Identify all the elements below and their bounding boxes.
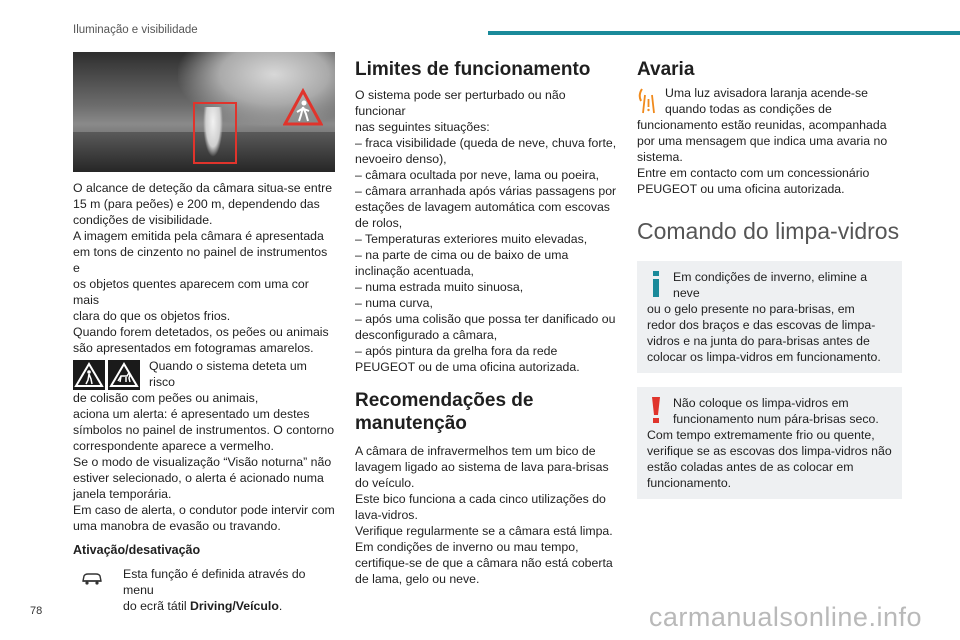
- orange-warning-light-icon: [637, 85, 659, 117]
- night-vision-image: [73, 52, 335, 172]
- info-note: Em condições de inverno, elimine a neve ou o gelo presente no para-brisas, em redor dos braços e das escovas de limpa- vidros e na junta do para-brisas antes de colocar os limpa-vidros em funcionamento.: [637, 261, 902, 373]
- wiper-heading: Comando do limpa-vidros: [637, 218, 900, 244]
- limits-heading: Limites de funcionamento: [355, 59, 591, 80]
- alert-paragraph: Quando o sistema deteta um risco de colisão com peões ou animais, aciona um alerta: é apresentado um destes símbolos no painel de instrumentos. O contorno correspondente aparece a vermelho. Se o modo de visualização “Visão noturna” não estiver selecionado, o alerta é acionado numa janela temporária. Em caso de alerta, o condutor pode intervir com uma manobra de evasão ou travando.: [73, 359, 335, 533]
- watermark: carmanualsonline.info: [648, 602, 922, 632]
- column-3: [637, 52, 902, 499]
- maintenance-paragraph: A câmara de infravermelhos tem um bico de lavagem ligado ao sistema de lava para-brisas do veículo. Este bico funciona a cada cinco utilizações do lava-vidros. Verifique regularmente se a câmara está limpa. Em condições de inverno ou mau tempo, certifique-se de que a câmara não está coberta de lama, gelo ou neve.: [355, 444, 613, 586]
- fault-paragraph: Uma luz avisadora laranja acende-se quando todas as condições de funcionamento estão reunidas, acompanhada por uma mensagem que indica uma avaria no sistema. Entre em contacto com um concessionário PEUGEOT ou uma oficina autorizada.: [637, 86, 888, 196]
- maintenance-heading: Recomendações de manutenção: [355, 390, 534, 434]
- column-2: [355, 52, 617, 587]
- page-number: 78: [30, 605, 43, 617]
- pedestrian-warning-icon: [283, 88, 323, 128]
- info-icon: [647, 269, 665, 299]
- exclamation-icon: [647, 395, 665, 425]
- car-menu-icon: [81, 570, 103, 586]
- menu-name: Driving/Veículo: [190, 599, 279, 613]
- activation-heading: Ativação/desativação: [73, 543, 201, 557]
- activation-paragraph: Esta função é definida através do menu do ecrã tátil Driving/Veículo.: [73, 566, 335, 614]
- column-1: [73, 52, 335, 614]
- limits-paragraph: O sistema pode ser perturbado ou não funcionar nas seguintes situações: – fraca visibilidade (queda de neve, chuva forte, nevoeiro denso), – câmara ocultada por neve, lama ou poeira, – câmara arranhada após várias passagens por estações de lavagem automática com escovas de rolos, – Temperaturas exteriores muito elevadas, – na parte de cima ou de baixo de uma inclinação acentuada, – numa estrada muito sinuosa, – numa curva, – após uma colisão que possa ter danificado ou desconfigurado a câmara, – após pintura da grelha fora da rede PEUGEOT ou de uma oficina autorizada.: [355, 88, 617, 374]
- detection-frame: [193, 102, 237, 164]
- header-section-title: Iluminação e visibilidade: [73, 24, 198, 36]
- pedestrian-warning-icon: [73, 360, 105, 390]
- fault-heading: Avaria: [637, 59, 695, 80]
- animal-warning-icon: [108, 360, 140, 390]
- detection-range-paragraph: O alcance de deteção da câmara situa-se entre 15 m (para peões) e 200 m, dependendo das condições de visibilidade. A imagem emitida pela câmara é apresentada em tons de cinzento no painel de instrumentos e os objetos quentes aparecem com uma cor mais clara do que os objetos frios. Quando forem detetados, os peões ou animais são apresentados em fotogramas amarelos.: [73, 181, 333, 355]
- header-accent-bar: [488, 31, 960, 35]
- warning-note: Não coloque os limpa-vidros em funcionamento num pára-brisas seco. Com tempo extremamente frio ou quente, verifique se as escovas dos limpa-vidros não estão coladas antes de as colocar em funcionamento.: [637, 387, 902, 499]
